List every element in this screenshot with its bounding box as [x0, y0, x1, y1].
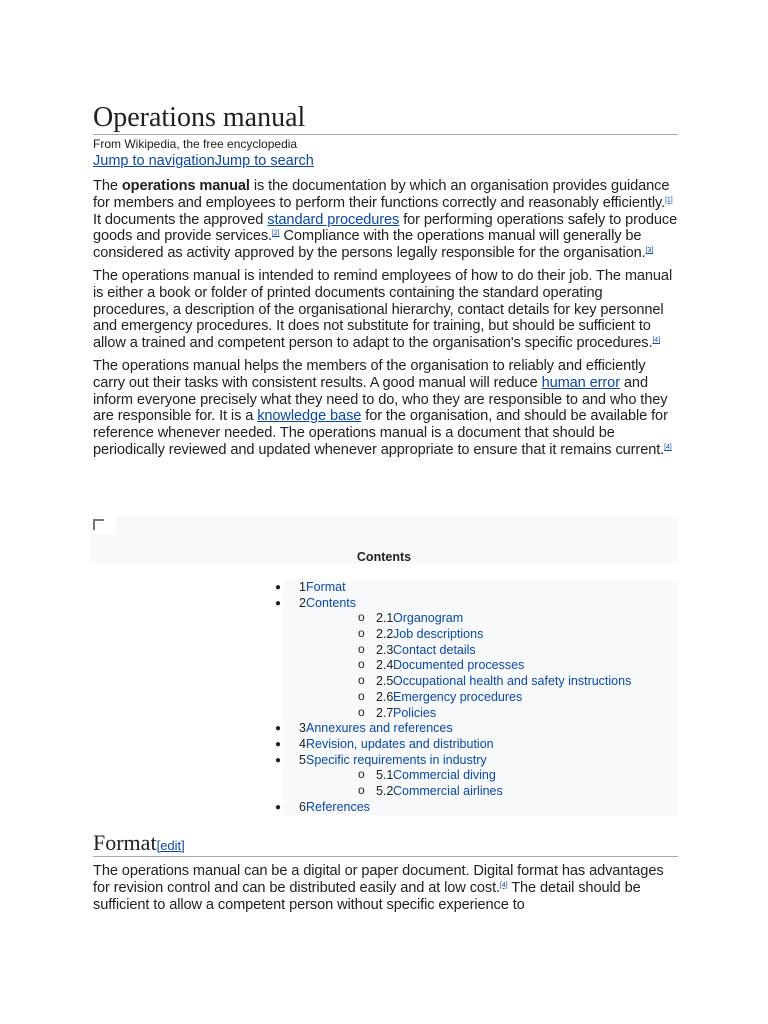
- toc-item[interactable]: [283, 611, 678, 627]
- format-paragraph-1: [93, 863, 678, 913]
- table-of-contents: [90, 516, 678, 816]
- toc-list: [275, 580, 678, 815]
- toc-item[interactable]: [283, 768, 678, 784]
- edit-bracket-open: [: [156, 838, 161, 853]
- human-error-link[interactable]: human error: [541, 374, 620, 391]
- edit-link[interactable]: edit: [160, 838, 182, 853]
- toc-item-link[interactable]: Specific requirements in industry: [306, 752, 487, 767]
- jump-to-navigation-link[interactable]: Jump to navigation: [93, 153, 215, 169]
- toc-item-link[interactable]: Annexures and references: [306, 721, 453, 736]
- toc-toggle[interactable]: [90, 516, 116, 534]
- circle-bullet-icon: o: [358, 782, 365, 797]
- toc-item-number: 2.7: [376, 705, 394, 720]
- toc-item[interactable]: [275, 580, 678, 596]
- knowledge-base-link[interactable]: knowledge base: [257, 408, 362, 425]
- bullet-icon: ●: [275, 754, 282, 766]
- toc-item-link[interactable]: Job descriptions: [393, 627, 484, 642]
- text: for the organisation, and should be available for reference whenever needed. The operations manual is a document that should be periodically reviewed and updated whenever appropriate to ensure that it remains current.: [93, 408, 668, 458]
- jump-to-search-link[interactable]: Jump to search: [214, 153, 314, 169]
- page-title: Operations manual: [93, 98, 678, 135]
- toc-item-number: 6: [299, 799, 306, 814]
- text: Compliance with the operations manual will generally be considered as activity approved by the persons legally responsible for the organisation.: [93, 228, 646, 262]
- toc-item-link[interactable]: Format: [306, 580, 346, 594]
- article-body: [93, 98, 678, 459]
- toc-item[interactable]: [275, 799, 678, 816]
- toc-item-number: 2: [299, 595, 306, 610]
- toc-item-number: 3: [299, 721, 306, 736]
- citation-link[interactable]: [1]: [665, 196, 673, 204]
- toc-item-number: 2.5: [376, 674, 394, 689]
- text: The operations manual can be a digital or paper document. Digital format has advantages for revision control and can be distributed easily and at low cost.: [93, 863, 664, 896]
- toc-item-number: 5: [299, 752, 306, 767]
- toc-item[interactable]: [283, 627, 678, 643]
- toc-item-link[interactable]: Revision, updates and distribution: [306, 736, 494, 751]
- toc-item-link[interactable]: Occupational health and safety instructions: [393, 674, 632, 689]
- citation-link[interactable]: [4]: [664, 443, 672, 451]
- jump-links: [93, 152, 678, 170]
- toc-item-number: 2.6: [376, 689, 394, 704]
- toc-item[interactable]: [283, 784, 678, 800]
- bullet-icon: ●: [275, 801, 282, 813]
- citation-link[interactable]: [2]: [272, 230, 280, 238]
- toc-item[interactable]: [283, 690, 678, 706]
- section-heading-format: [93, 829, 678, 857]
- toc-item[interactable]: [275, 595, 678, 612]
- toc-item[interactable]: [275, 752, 678, 769]
- text: is the documentation by which an organisation provides guidance for members and employees to perform their functions correctly and reasonably efficiently.: [93, 178, 670, 211]
- toc-item-link[interactable]: Emergency procedures: [393, 689, 523, 704]
- toc-item[interactable]: [283, 706, 678, 722]
- bold-term: operations manual: [121, 178, 250, 194]
- toc-item-number: 2.4: [376, 658, 394, 673]
- checkbox-icon: [93, 519, 104, 530]
- citation-link[interactable]: [4]: [652, 337, 660, 345]
- toc-item[interactable]: [283, 658, 678, 674]
- toc-item-number: 1: [299, 580, 306, 594]
- standard-procedures-link[interactable]: standard procedures: [267, 211, 400, 228]
- circle-bullet-icon: o: [358, 767, 365, 782]
- circle-bullet-icon: o: [358, 673, 365, 688]
- intro-paragraph-1: [93, 178, 678, 262]
- toc-title: Contents: [356, 550, 412, 564]
- section-title: Format: [93, 830, 157, 855]
- bullet-icon: ●: [275, 597, 282, 609]
- toc-item-number: 2.2: [376, 627, 394, 642]
- circle-bullet-icon: o: [358, 704, 365, 719]
- toc-item-link[interactable]: Policies: [393, 705, 437, 720]
- bullet-icon: ●: [275, 582, 282, 593]
- intro-paragraph-3: [93, 358, 678, 459]
- toc-item-link[interactable]: Contact details: [393, 642, 476, 657]
- toc-item-link[interactable]: Commercial diving: [393, 768, 496, 783]
- circle-bullet-icon: o: [358, 657, 365, 672]
- text: The operations manual helps the members of the organisation to reliably and efficiently carry out their tasks with consistent results. A good manual will reduce: [93, 357, 646, 391]
- text: The: [93, 178, 122, 194]
- circle-bullet-icon: o: [358, 641, 365, 656]
- circle-bullet-icon: o: [358, 688, 365, 703]
- toc-item-number: 5.2: [376, 783, 394, 798]
- text: It documents the approved: [93, 211, 268, 228]
- intro-paragraph-2: [93, 268, 678, 352]
- circle-bullet-icon: o: [358, 626, 365, 641]
- toc-item-link[interactable]: Commercial airlines: [393, 783, 503, 798]
- toc-item[interactable]: [275, 736, 678, 753]
- site-subtitle: From Wikipedia, the free encyclopedia: [93, 137, 298, 151]
- citation-link[interactable]: [4]: [500, 881, 508, 889]
- bullet-icon: ●: [275, 723, 282, 735]
- edit-bracket-close: ]: [181, 838, 185, 853]
- citation-link[interactable]: [3]: [645, 247, 654, 255]
- toc-item-link[interactable]: Contents: [306, 595, 357, 610]
- toc-item-number: 2.1: [376, 611, 394, 626]
- toc-item-number: 4: [299, 736, 306, 751]
- bullet-icon: ●: [275, 738, 282, 750]
- toc-item[interactable]: [275, 721, 678, 737]
- toc-item[interactable]: [283, 643, 678, 659]
- text: The detail should be sufficient to allow a competent person without specific experience to: [93, 879, 641, 913]
- text: and inform everyone precisely what they need to do, who they are responsible to and who they are responsible for. It is a: [93, 374, 668, 425]
- text: The operations manual is intended to remind employees of how to do their job. The manual is either a book or folder of printed documents containing the standard operating procedures, a description of the organisational hierarchy, contact details for key personnel and emergency procedures. It does not substitute for training, but should be sufficient to allow a trained and competent person to adapt to the organisation's specific procedures.: [93, 267, 673, 352]
- circle-bullet-icon: o: [358, 610, 365, 625]
- toc-item-link[interactable]: References: [306, 799, 370, 814]
- format-section-body: [93, 863, 678, 913]
- toc-item[interactable]: [283, 674, 678, 690]
- text: for performing operations safely to produce goods and provide services.: [93, 211, 678, 245]
- toc-item-number: 5.1: [376, 768, 394, 783]
- toc-item-number: 2.3: [376, 642, 394, 657]
- toc-item-link[interactable]: Organogram: [393, 611, 464, 626]
- toc-item-link[interactable]: Documented processes: [393, 658, 525, 673]
